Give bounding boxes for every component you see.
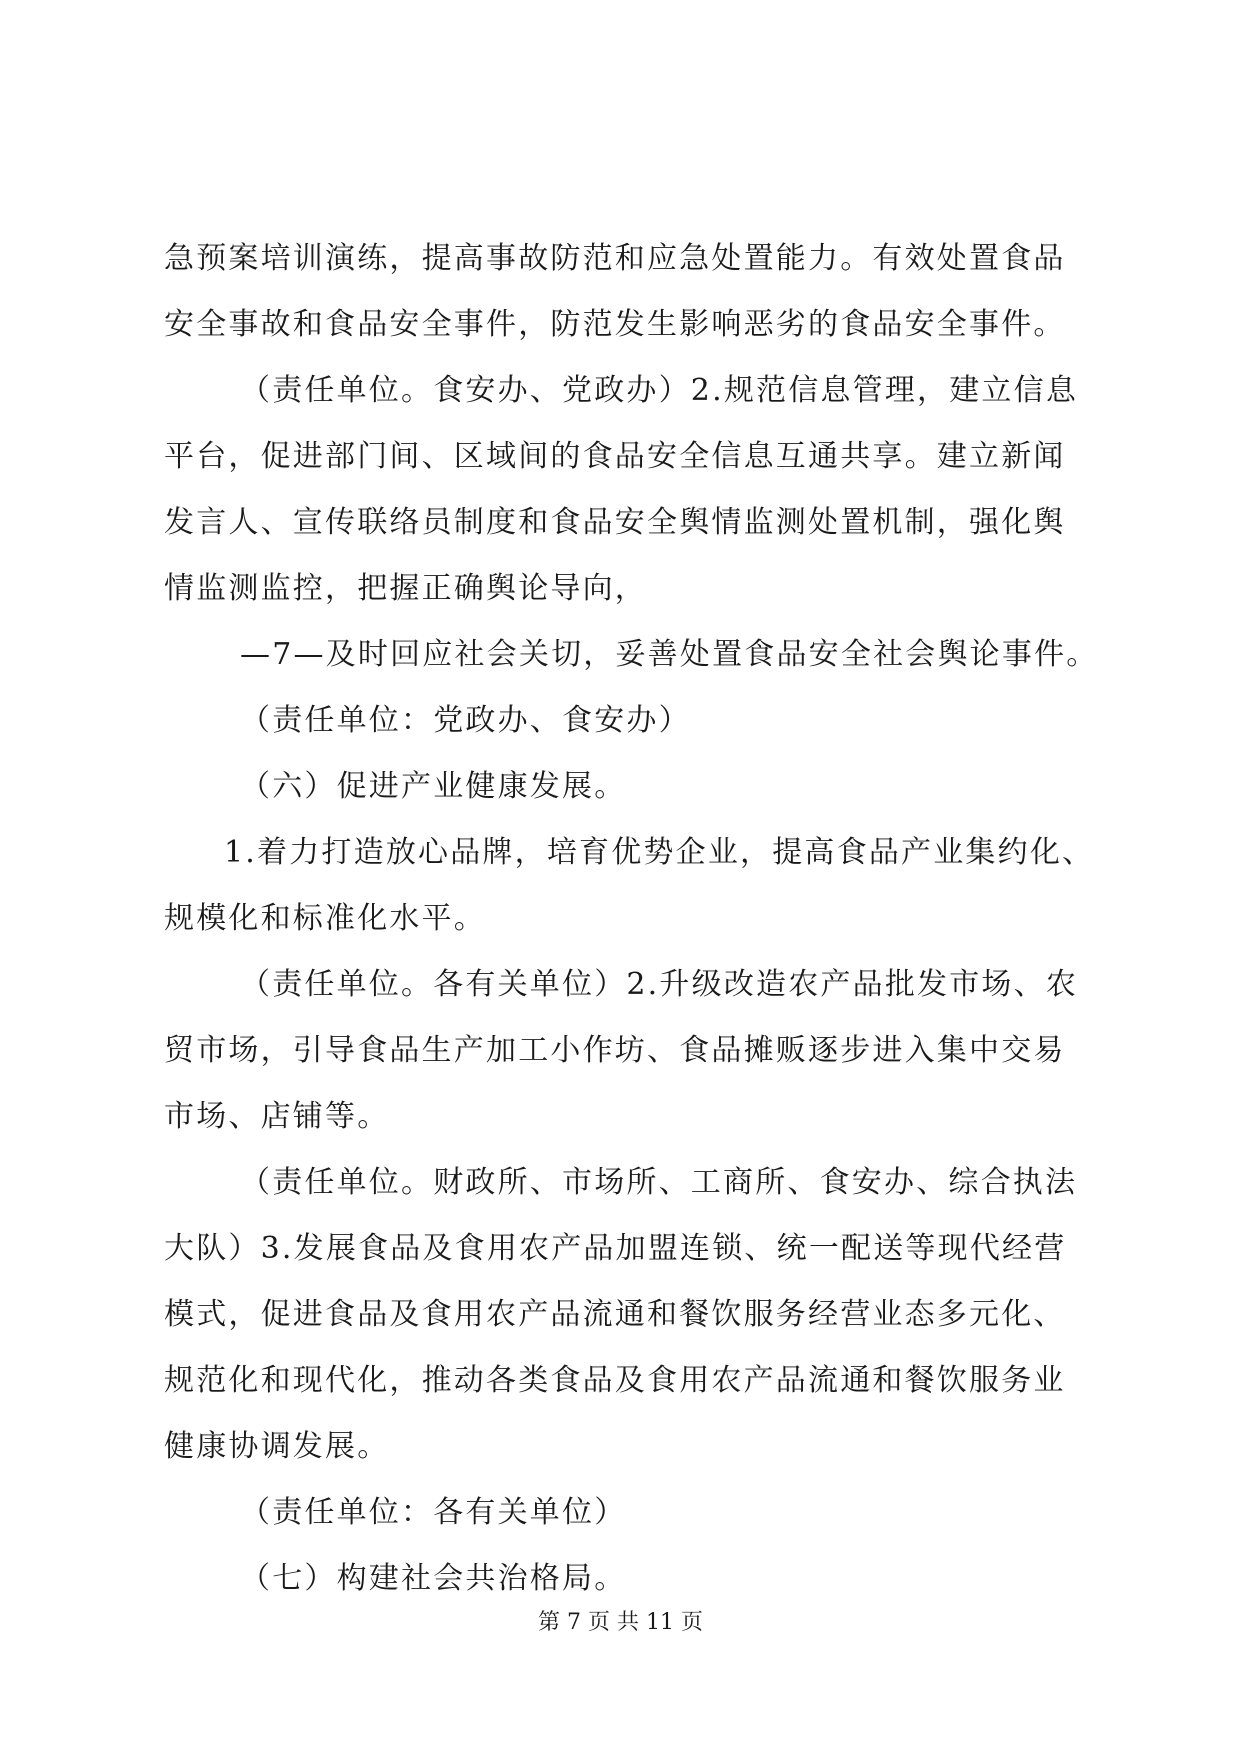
text-line: （责任单位。食安办、党政办）2.规范信息管理，建立信息: [240, 373, 1079, 408]
text-line: （责任单位。各有关单位）2.升级改造农产品批发市场、农: [240, 967, 1079, 1002]
text-line: （责任单位。财政所、市场所、工商所、食安办、综合执法: [240, 1165, 1078, 1200]
text-line: —7—及时回应社会关切，妥善处置食品安全社会舆论事件。: [240, 637, 1099, 672]
page-number-footer: 第 7 页 共 11 页: [538, 1610, 703, 1635]
text-line: 规模化和标准化水平。: [164, 901, 486, 936]
text-line: （责任单位：党政办、食安办）: [240, 703, 691, 738]
document-body: [164, 226, 1099, 1612]
text-line: 市场、店铺等。: [164, 1099, 390, 1134]
text-line: 平台，促进部门间、区域间的食品安全信息互通共享。建立新闻: [164, 439, 1066, 474]
text-line: 发言人、宣传联络员制度和食品安全舆情监测处置机制，强化舆: [164, 505, 1066, 540]
section-heading: （七）构建社会共治格局。: [240, 1561, 627, 1596]
text-line: 贸市场，引导食品生产加工小作坊、食品摊贩逐步进入集中交易: [164, 1033, 1066, 1068]
text-line: 1.着力打造放心品牌，培育优势企业，提高食品产业集约化、: [224, 835, 1095, 870]
text-line: 模式，促进食品及食用农产品流通和餐饮服务经营业态多元化、: [164, 1297, 1066, 1332]
text-line: 情监测监控，把握正确舆论导向，: [164, 571, 647, 606]
section-heading: （六）促进产业健康发展。: [240, 769, 627, 804]
text-line: 急预案培训演练，提高事故防范和应急处置能力。有效处置食品: [164, 241, 1066, 276]
text-line: （责任单位：各有关单位）: [240, 1495, 627, 1530]
text-line: 规范化和现代化，推动各类食品及食用农产品流通和餐饮服务业: [164, 1363, 1066, 1398]
text-line: 大队）3.发展食品及食用农产品加盟连锁、统一配送等现代经营: [164, 1231, 1067, 1266]
text-line: 健康协调发展。: [164, 1429, 390, 1464]
text-line: 安全事故和食品安全事件，防范发生影响恶劣的食品安全事件。: [164, 307, 1066, 342]
